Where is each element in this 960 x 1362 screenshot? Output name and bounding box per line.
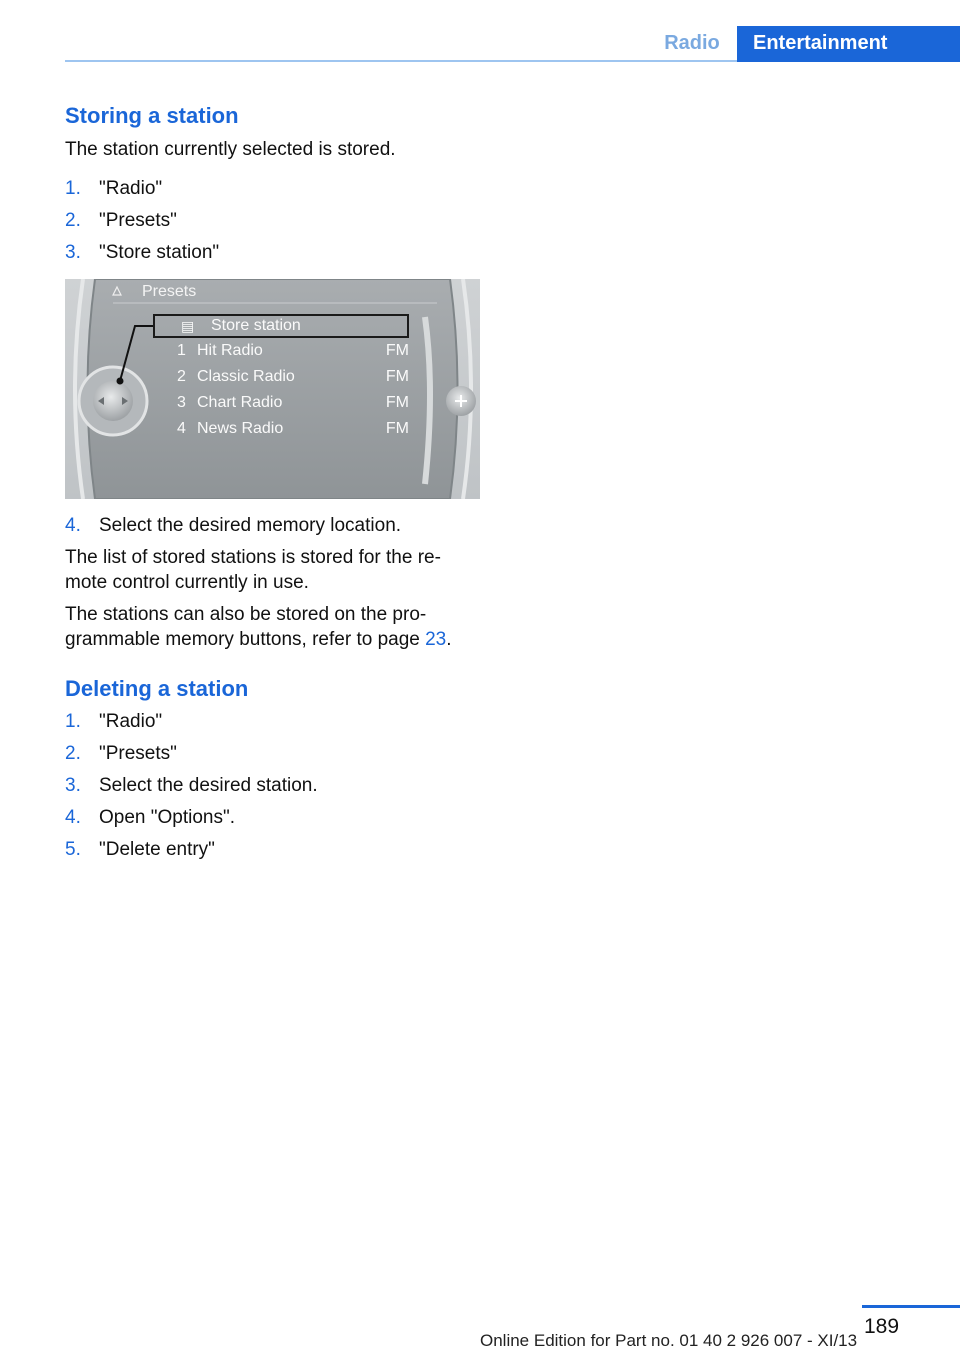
header-chapter-entertainment[interactable]: Entertainment — [737, 26, 960, 62]
page-link[interactable]: 23 — [425, 629, 447, 650]
header-section-radio[interactable]: Radio — [664, 32, 720, 54]
screen-title: Presets — [142, 283, 197, 300]
storing-note-remote: The list of stored stations is stored for the re-mote control currently in use. — [65, 547, 441, 593]
store-station-menu-item[interactable] — [153, 314, 409, 338]
preset-row[interactable]: 1 Hit Radio FM — [177, 342, 409, 359]
page-number: 189 — [864, 1315, 900, 1338]
storing-intro: The station currently selected is stored. — [65, 139, 396, 160]
edition-footer: Online Edition for Part no. 01 40 2 926 007 - XI/13 — [480, 1331, 858, 1350]
preset-row[interactable]: 2 Classic Radio FM — [177, 368, 409, 385]
footer-rule — [862, 1305, 960, 1308]
deleting-heading: Deleting a station — [65, 676, 249, 701]
storing-heading: Storing a station — [65, 103, 239, 128]
preset-row[interactable]: 3 Chart Radio FM — [177, 394, 409, 411]
preset-row[interactable]: 4 News Radio FM — [177, 420, 409, 437]
storing-note-buttons: The stations can also be stored on the pro-grammable memory buttons, refer to page 23. — [65, 604, 452, 650]
store-station-label: Store station — [211, 317, 301, 334]
save-icon: ▤ — [181, 318, 195, 334]
presets-screenshot — [65, 279, 480, 499]
